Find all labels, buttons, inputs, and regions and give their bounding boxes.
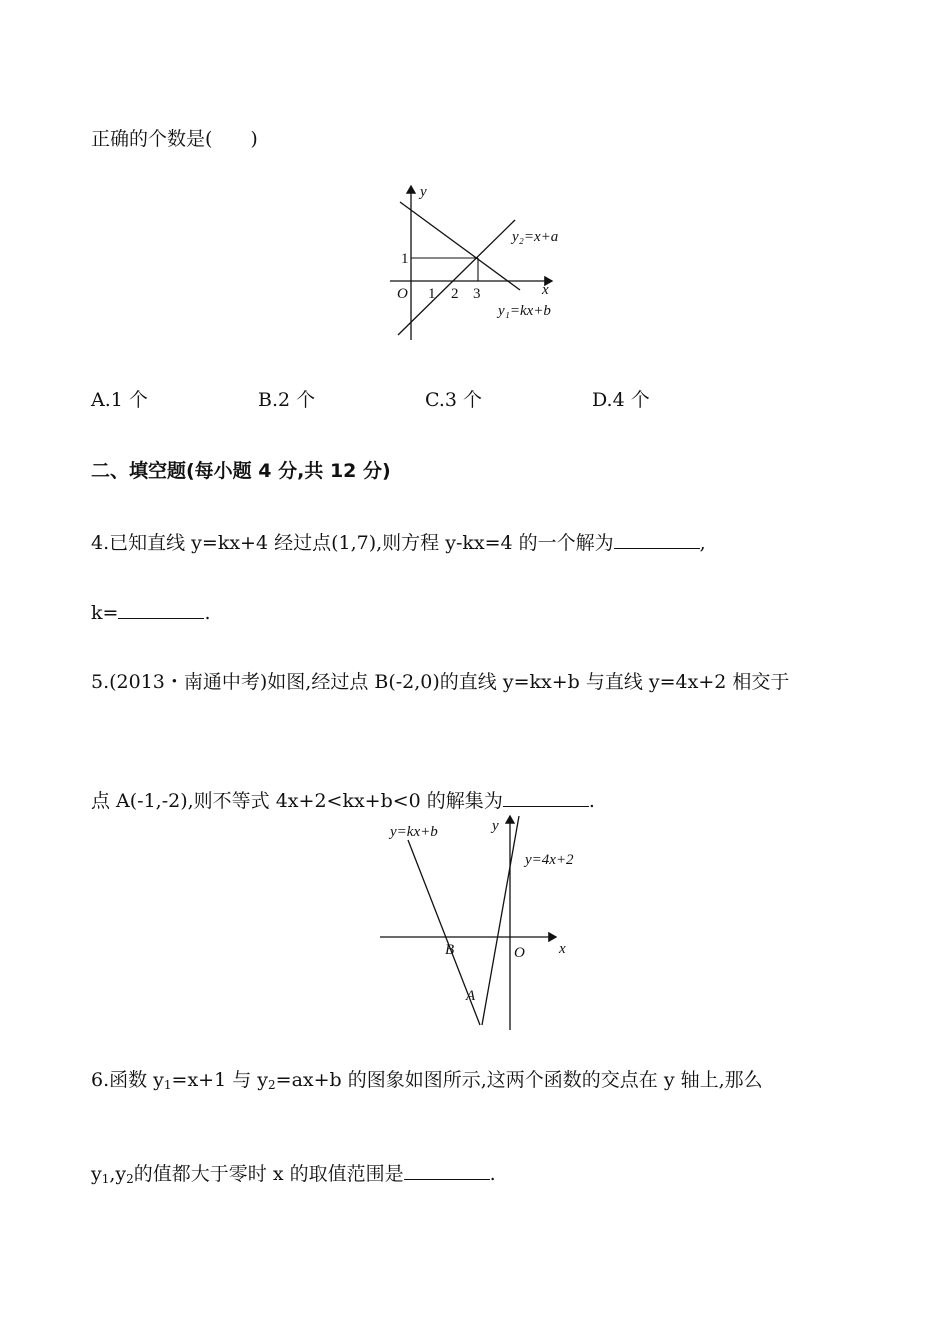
q4-text-2-end: . (204, 602, 211, 624)
fig2-line-kx-label: y=kx+b (390, 824, 438, 840)
q6-sub-2: 2 (268, 1078, 276, 1092)
fig1-tick-x-1: 1 (428, 286, 436, 302)
fig1-origin-label: O (397, 286, 408, 302)
q6-text-1c: =ax+b 的图象如图所示,这两个函数的交点在 y 轴上,那么 (275, 1069, 763, 1091)
fig2-point-a-label: A (466, 988, 476, 1004)
question-5-line-2 (91, 788, 595, 813)
fig2-x-label: x (559, 941, 566, 957)
question-3-tail: 正确的个数是( ) (91, 128, 258, 150)
option-b: B.2 个 (258, 389, 316, 411)
question-5-line-1: 5.(2013・南通中考)如图,经过点 B(-2,0)的直线 y=kx+b 与直线 y=4x+2 相交于 (91, 671, 790, 693)
question-6-line-1 (91, 1068, 763, 1092)
q6-sub-4: 2 (126, 1172, 134, 1186)
section-title: 二、填空题(每小题 4 分,共 12 分) (91, 460, 391, 482)
fig1-line1-label: y₁=kx+b (498, 303, 551, 319)
fig2-origin-label: O (514, 945, 525, 961)
q6-text-2b: ,y (109, 1163, 127, 1185)
fig1-tick-y-1: 1 (401, 251, 409, 267)
q4-text-1-end: , (699, 532, 706, 554)
q6-sub-3: 1 (101, 1172, 110, 1186)
question-4-line-2 (91, 600, 210, 625)
fig2-line-4x (482, 816, 519, 1025)
option-c: C.3 个 (425, 389, 483, 411)
q4-text-2: k= (91, 602, 119, 624)
figure-1-graph (380, 180, 580, 345)
fig1-tick-x-3: 3 (473, 286, 481, 302)
option-d: D.4 个 (592, 389, 650, 411)
fig2-line-4x-label: y=4x+2 (525, 852, 574, 868)
question-6-line-2 (91, 1161, 496, 1186)
fig2-point-b-label: B (445, 942, 455, 958)
q4-answer-blank-2 (118, 600, 204, 619)
q5-text-2: 点 A(-1,-2),则不等式 4x+2<kx+b<0 的解集为 (91, 790, 503, 812)
q5-text-2-end: . (588, 790, 595, 812)
fig1-tick-x-2: 2 (451, 286, 459, 302)
q6-text-1a: 6.函数 y (91, 1069, 164, 1091)
q6-text-2-end: . (489, 1163, 496, 1185)
fig1-line2-label: y₂=x+a (512, 229, 559, 245)
fig1-y-label: y (420, 184, 427, 200)
q6-answer-blank (404, 1161, 490, 1180)
q6-sub-1: 1 (163, 1078, 172, 1092)
fig1-x-label: x (542, 282, 549, 298)
option-a: A.1 个 (91, 389, 148, 411)
q5-answer-blank (503, 788, 589, 807)
fig1-line-y1 (400, 202, 520, 290)
q6-text-2a: y (91, 1163, 102, 1185)
fig2-y-label: y (492, 818, 499, 834)
q6-text-2c: 的值都大于零时 x 的取值范围是 (133, 1163, 404, 1185)
figure-2-graph (378, 812, 598, 1037)
q4-answer-blank-1 (614, 530, 700, 549)
question-4-line-1 (91, 530, 706, 555)
q4-text-1: 4.已知直线 y=kx+4 经过点(1,7),则方程 y-kx=4 的一个解为 (91, 532, 614, 554)
q6-text-1b: =x+1 与 y (171, 1069, 269, 1091)
